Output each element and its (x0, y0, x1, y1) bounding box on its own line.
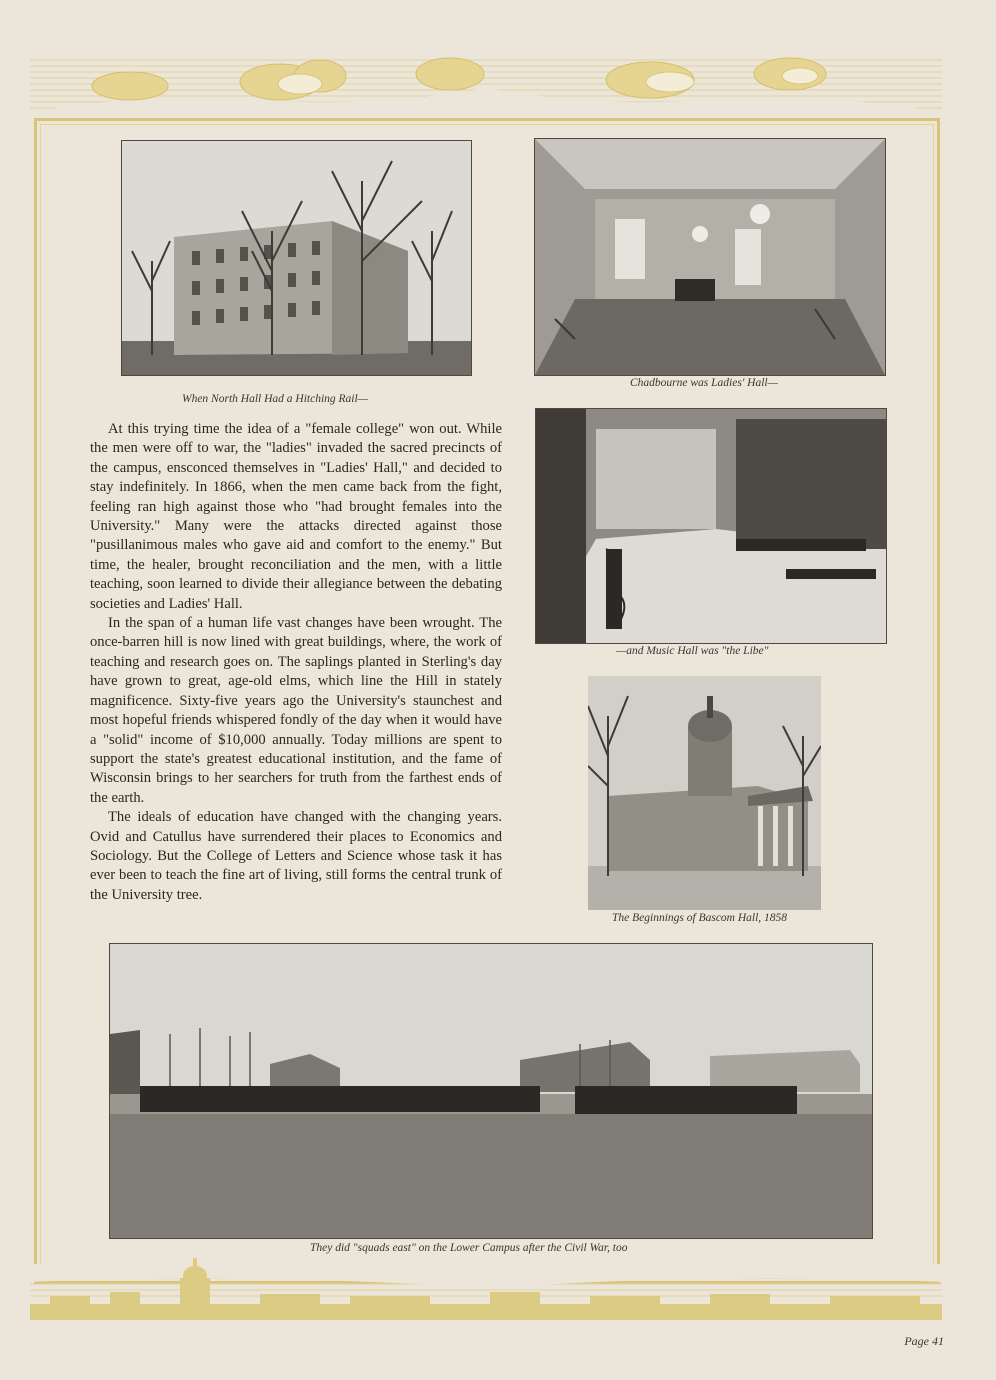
bottom-skyline-banner (30, 1252, 942, 1324)
chadbourne-caption: Chadbourne was Ladies' Hall— (630, 377, 778, 389)
paragraph-2: In the span of a human life vast changes have been wrought. The once-barren hill is now lined with great buildings, where, the work of teaching and research goes on. The saplings planted in Sterling's day have grown to great, age-old elms, which line the Hill in stately magnificence. Sixty-five years ago the University's staunchest and most hopeful friends whispered fondly of the day when it would have a "solid" income of $10,000 annually. Today millions are spent to support the state's greatest educational institution, and the fame of Wisconsin brings to her searchers for truth from the farthest ends of the earth. (90, 615, 502, 806)
article-text (90, 420, 502, 905)
bascom-hall-photo (588, 676, 821, 910)
north-hall-photo (121, 140, 472, 376)
page-number: Page 41 (904, 1334, 944, 1348)
music-hall-photo (535, 408, 887, 644)
paragraph-1: At this trying time the idea of a "female college" won out. While the men were off to war, the "ladies" invaded the sacred precincts of the campus, ensconced themselves in "Ladies' Hall," and decided to stay indefinitely. In 1866, when the men came back from the fight, feeling ran high against those who "had brought females into the University." Many were the attacks directed against those "pusillanimous males who gave aid and comfort to the enemy." But time, the healer, brought reconciliation and the men, with a little teaching, soon learned to divide their allegiance between the debating societies and Ladies' Hall. (90, 421, 502, 612)
bascom-hall-caption: The Beginnings of Bascom Hall, 1858 (612, 912, 788, 924)
paragraph-3: The ideals of education have changed with the changing years. Ovid and Catullus have surrendered their places to Economics and Sociology. But the College of Letters and Science whose task it has ever been to teach the fine art of living, still forms the central trunk of the University tree. (90, 809, 502, 903)
chadbourne-photo (534, 138, 886, 376)
music-hall-caption: —and Music Hall was "the Libe" (616, 645, 769, 657)
lower-campus-caption: They did "squads east" on the Lower Campus after the Civil War, too (310, 1242, 628, 1254)
north-hall-caption: When North Hall Had a Hitching Rail— (182, 393, 368, 405)
lower-campus-drill-photo (109, 943, 873, 1239)
